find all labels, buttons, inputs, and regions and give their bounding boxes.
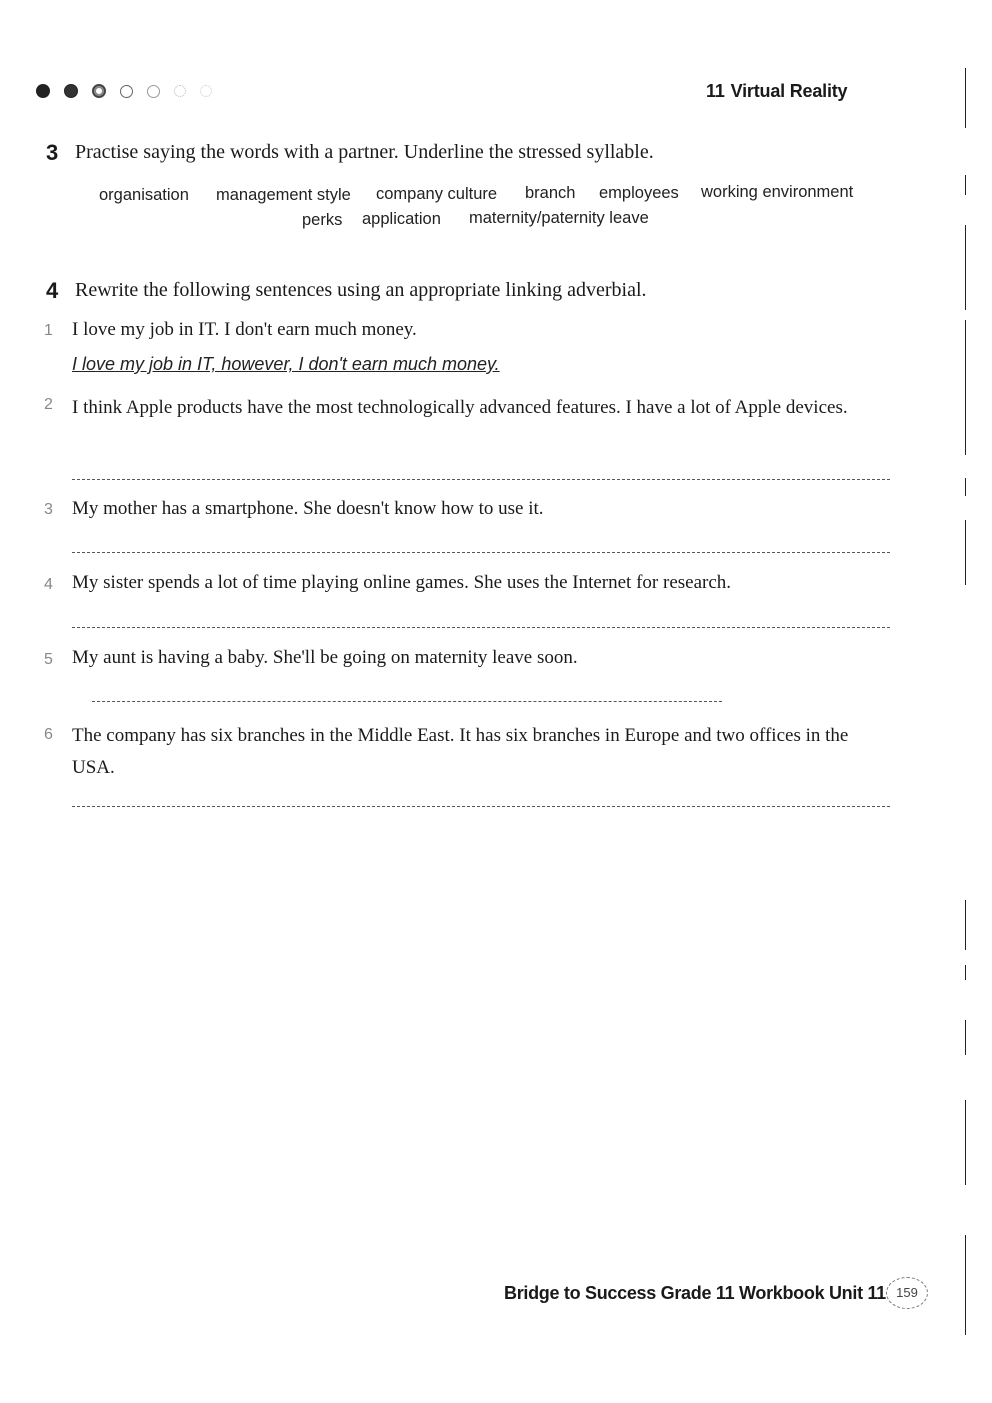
exercise-instruction: Rewrite the following sentences using an appropriate linking adverbial. xyxy=(75,279,647,301)
item-number: 2 xyxy=(44,396,53,413)
progress-dots xyxy=(36,84,212,98)
dot-icon xyxy=(200,85,212,97)
exercise-instruction: Practise saying the words with a partner. Underline the stressed syllable. xyxy=(75,141,654,163)
dot-icon xyxy=(92,84,106,98)
margin-bar xyxy=(965,320,966,455)
margin-bar xyxy=(965,965,966,980)
margin-bar xyxy=(965,225,966,310)
exercise-number: 4 xyxy=(46,278,59,303)
sentence-text: The company has six branches in the Middle East. It has six branches in Europe and two offices in the USA. xyxy=(72,725,849,778)
dot-icon xyxy=(120,85,133,98)
sentence-text: My mother has a smartphone. She doesn't know how to use it. xyxy=(72,498,544,519)
sentence-text: My sister spends a lot of time playing online games. She uses the Internet for research. xyxy=(72,572,732,593)
word-item: working environment xyxy=(701,183,854,201)
word-item: maternity/paternity leave xyxy=(469,209,649,227)
unit-title xyxy=(706,81,847,102)
item-number: 6 xyxy=(44,726,53,743)
margin-bar xyxy=(965,68,966,128)
margin-bar xyxy=(965,1100,966,1185)
word-item: branch xyxy=(525,184,576,202)
example-answer: I love my job in IT, however, I don't earn much money. xyxy=(72,354,500,374)
answer-line[interactable] xyxy=(72,627,890,628)
word-item: perks xyxy=(302,211,343,229)
unit-number: 11 xyxy=(706,81,725,101)
item-number: 4 xyxy=(44,576,53,593)
sentence-text: My aunt is having a baby. She'll be going on maternity leave soon. xyxy=(72,647,578,668)
word-item: company culture xyxy=(376,185,498,203)
answer-line[interactable] xyxy=(72,552,890,553)
dot-icon xyxy=(36,84,50,98)
margin-bar xyxy=(965,1235,966,1335)
margin-bar xyxy=(965,520,966,585)
dot-icon xyxy=(64,84,78,98)
sentence-text: I love my job in IT. I don't earn much money. xyxy=(72,319,417,340)
word-item: management style xyxy=(216,186,351,204)
answer-line[interactable] xyxy=(92,701,722,702)
sentence-text: I think Apple products have the most technologically advanced features. I have a lot of Apple devices. xyxy=(72,397,848,418)
item-number: 1 xyxy=(44,322,53,339)
margin-bar xyxy=(965,900,966,950)
book-title: Bridge to Success Grade 11 Workbook Unit 11 xyxy=(504,1283,886,1303)
dot-icon xyxy=(174,85,186,97)
item-number: 5 xyxy=(44,651,53,668)
word-item: application xyxy=(362,210,441,228)
word-item: organisation xyxy=(99,186,189,204)
margin-bar xyxy=(965,175,966,195)
margin-bar xyxy=(965,478,966,496)
word-item: employees xyxy=(599,184,679,202)
margin-bar xyxy=(965,1020,966,1055)
page-number: 159 xyxy=(886,1277,928,1309)
exercise-number: 3 xyxy=(46,140,59,165)
answer-line[interactable] xyxy=(72,479,890,480)
dot-icon xyxy=(147,85,160,98)
item-number: 3 xyxy=(44,501,53,518)
unit-title-text: Virtual Reality xyxy=(730,81,848,101)
answer-line[interactable] xyxy=(72,806,890,807)
